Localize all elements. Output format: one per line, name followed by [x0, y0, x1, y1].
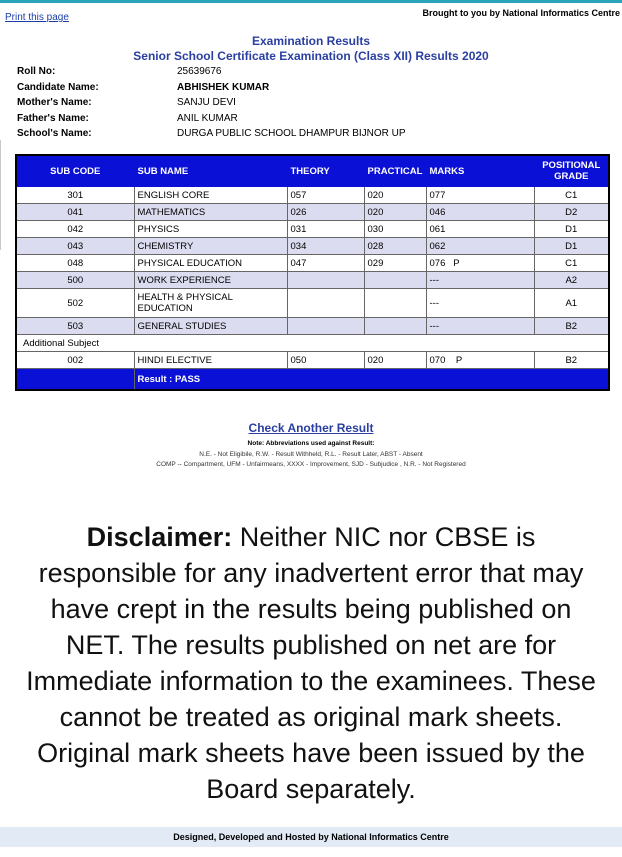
grade-cell: D1	[534, 238, 609, 255]
sub-code-cell: 042	[16, 221, 134, 238]
sub-name-cell: WORK EXPERIENCE	[134, 272, 287, 289]
candidate-name-label: Candidate Name:	[17, 81, 99, 93]
header-practical: PRACTICAL	[364, 155, 426, 187]
footer-bar	[0, 827, 622, 847]
marks-cell: 061	[426, 221, 534, 238]
roll-label: Roll No:	[17, 66, 56, 77]
school-name-value: DURGA PUBLIC SCHOOL DHAMPUR BIJNOR UP	[177, 128, 406, 139]
print-page-link[interactable]: Print this page	[5, 12, 69, 23]
practical-cell: 029	[364, 255, 426, 272]
additional-subject-row	[16, 335, 609, 352]
grade-cell: D1	[534, 221, 609, 238]
practical-cell	[364, 289, 426, 318]
table-row	[16, 272, 609, 289]
sub-code-cell: 301	[16, 187, 134, 204]
grade-cell: A2	[534, 272, 609, 289]
left-edge-line	[0, 140, 9, 250]
table-header-row	[16, 155, 609, 187]
grade-cell: C1	[534, 255, 609, 272]
page-title: Examination Results	[251, 34, 371, 48]
header-grade-line2: GRADE	[554, 171, 589, 182]
disclaimer-text	[18, 519, 604, 807]
marks-cell: 077	[426, 187, 534, 204]
abbreviations-line-2: COMP -- Compartment, UFM - Unfairmeans, XXXX - Improvement, SJD - Subjudice , N.R. - Not Registered	[156, 461, 466, 468]
result-status: Result : PASS	[134, 369, 609, 391]
abbreviations-note-title: Note: Abbreviations used against Result:	[247, 440, 375, 447]
sub-name-cell: PHYSICAL EDUCATION	[134, 255, 287, 272]
theory-cell: 050	[287, 352, 364, 369]
theory-cell	[287, 289, 364, 318]
marks-cell: ---	[426, 289, 534, 318]
sub-name-cell: ENGLISH CORE	[134, 187, 287, 204]
disclaimer-body: Neither NIC nor CBSE is responsible for any inadvertent error that may have crept in the results being published on NET. The results published on net are for Immediate information to the examinees. These cannot be treated as original mark sheets. Original mark sheets have been issued by the Board separately.	[26, 522, 596, 804]
abbreviations-line-1: N.E. - Not Eligibile, R.W. - Result Withheld, R.L. - Result Later, ABST - Absent	[199, 451, 423, 458]
marks-cell: ---	[426, 318, 534, 335]
table-row	[16, 238, 609, 255]
sub-name-cell: HEALTH & PHYSICAL EDUCATION	[134, 289, 287, 318]
table-row	[16, 318, 609, 335]
sub-name-cell: CHEMISTRY	[134, 238, 287, 255]
mother-name-value: SANJU DEVI	[177, 97, 236, 108]
footer-text: Designed, Developed and Hosted by National Informatics Centre	[173, 832, 449, 842]
additional-subject-label: Additional Subject	[16, 335, 609, 352]
theory-cell: 031	[287, 221, 364, 238]
grade-cell: D2	[534, 204, 609, 221]
practical-cell: 020	[364, 352, 426, 369]
candidate-name-value: ABHISHEK KUMAR	[177, 81, 270, 93]
theory-cell	[287, 318, 364, 335]
sub-code-cell: 502	[16, 289, 134, 318]
theory-cell	[287, 272, 364, 289]
roll-value: 25639676	[177, 66, 222, 77]
marks-cell: 062	[426, 238, 534, 255]
grade-cell: B2	[534, 318, 609, 335]
sub-name-cell: PHYSICS	[134, 221, 287, 238]
grade-cell: A1	[534, 289, 609, 318]
table-row	[16, 221, 609, 238]
result-row	[16, 369, 609, 391]
header-grade-line1: POSITIONAL	[542, 160, 601, 171]
brought-by-text: Brought to you by National Informatics Centre	[422, 8, 620, 18]
disclaimer-label: Disclaimer:	[86, 522, 233, 552]
marks-cell: 076 P	[426, 255, 534, 272]
sub-code-cell: 500	[16, 272, 134, 289]
theory-cell: 034	[287, 238, 364, 255]
header-marks: MARKS	[426, 155, 534, 187]
practical-cell: 028	[364, 238, 426, 255]
grade-cell: B2	[534, 352, 609, 369]
practical-cell	[364, 318, 426, 335]
results-table	[15, 154, 610, 391]
marks-cell: 070 P	[426, 352, 534, 369]
practical-cell: 020	[364, 187, 426, 204]
practical-cell: 030	[364, 221, 426, 238]
father-name-label: Father's Name:	[17, 112, 89, 124]
header-sub-code: SUB CODE	[16, 155, 134, 187]
table-row	[16, 204, 609, 221]
sub-code-cell: 043	[16, 238, 134, 255]
page-subtitle: Senior School Certificate Examination (Class XII) Results 2020	[133, 49, 489, 63]
sub-code-cell: 002	[16, 352, 134, 369]
table-row	[16, 187, 609, 204]
header-theory: THEORY	[287, 155, 364, 187]
marks-cell: ---	[426, 272, 534, 289]
check-another-result-link[interactable]: Check Another Result	[248, 421, 374, 435]
practical-cell: 020	[364, 204, 426, 221]
sub-code-cell: 503	[16, 318, 134, 335]
sub-code-cell: 041	[16, 204, 134, 221]
school-name-label: School's Name:	[17, 128, 92, 139]
mother-name-label: Mother's Name:	[17, 97, 92, 108]
theory-cell: 057	[287, 187, 364, 204]
result-spacer	[16, 369, 134, 391]
sub-name-cell: GENERAL STUDIES	[134, 318, 287, 335]
table-row	[16, 352, 609, 369]
top-accent-bar	[0, 0, 622, 3]
grade-cell: C1	[534, 187, 609, 204]
table-row	[16, 255, 609, 272]
sub-name-cell: MATHEMATICS	[134, 204, 287, 221]
header-positional-grade	[534, 155, 609, 187]
father-name-value: ANIL KUMAR	[177, 112, 238, 124]
header-sub-name: SUB NAME	[134, 155, 287, 187]
theory-cell: 026	[287, 204, 364, 221]
table-row	[16, 289, 609, 318]
theory-cell: 047	[287, 255, 364, 272]
practical-cell	[364, 272, 426, 289]
marks-cell: 046	[426, 204, 534, 221]
sub-code-cell: 048	[16, 255, 134, 272]
sub-name-cell: HINDI ELECTIVE	[134, 352, 287, 369]
